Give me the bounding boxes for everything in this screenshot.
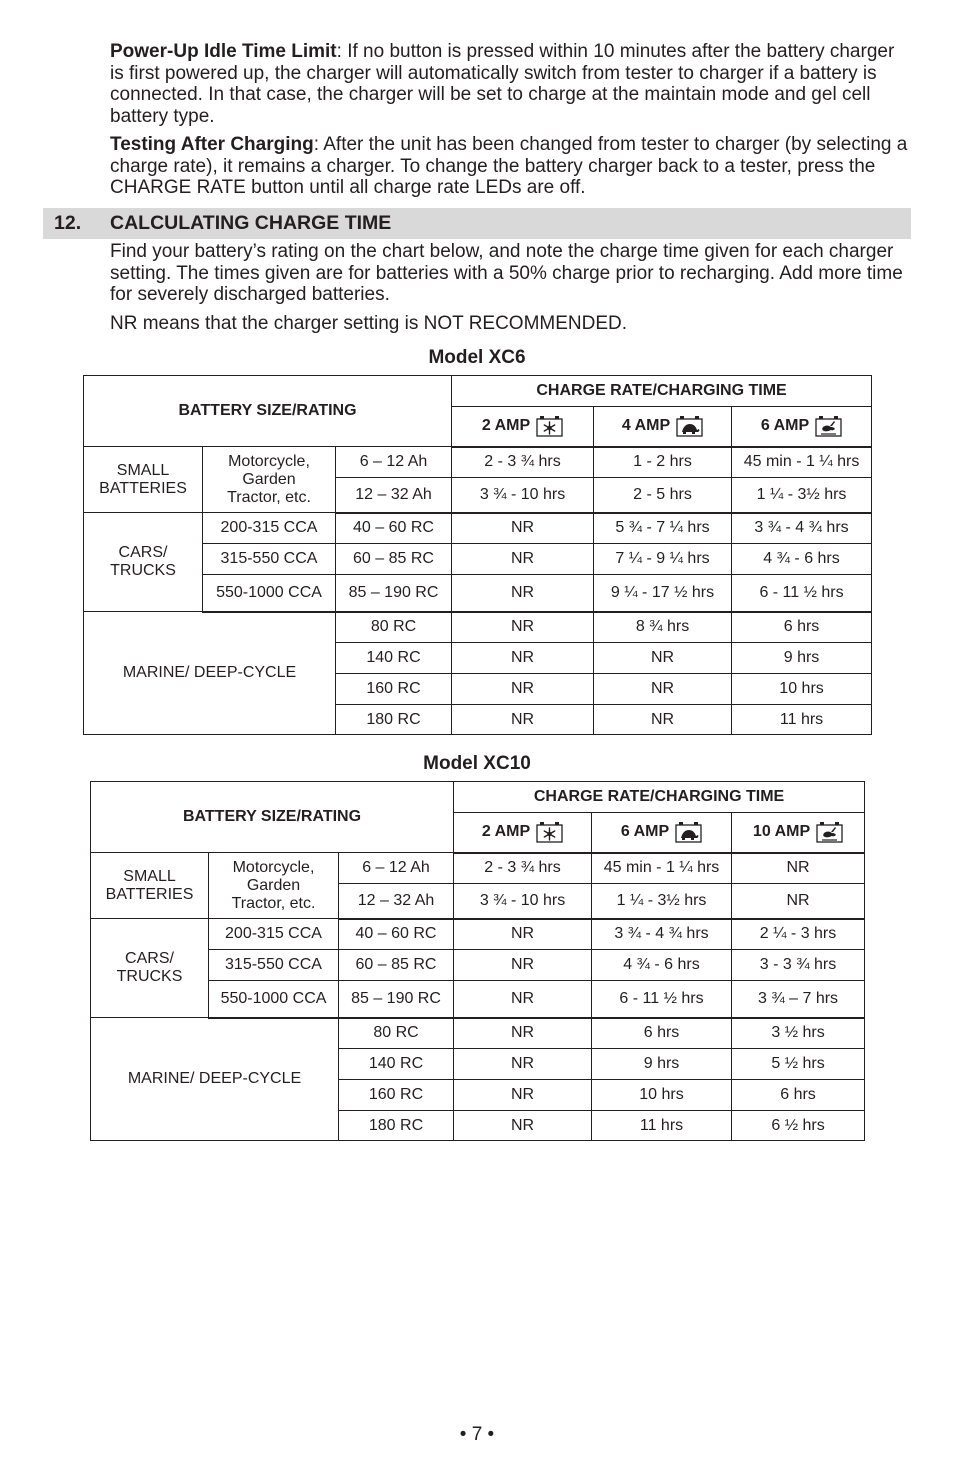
snowflake-icon [536,415,563,437]
time-cell: NR [732,853,865,884]
cars-trucks-label: CARS/ TRUCKS [91,919,209,1018]
time-cell: 3 - 3 ¾ hrs [732,950,865,981]
cca-cell: 315-550 CCA [203,544,336,575]
section-heading-bar [43,208,911,239]
time-cell: 1 - 2 hrs [594,447,732,478]
time-cell: NR [594,643,732,674]
time-cell: NR [452,575,594,612]
cars-trucks-label: CARS/ TRUCKS [84,513,203,612]
section-intro-paragraph: Find your battery’s rating on the chart below, and note the charge time given for each charger setting. The times given are for batteries with a 50% charge prior to recharging. Add more time for severely discharged batteries. [110,241,903,305]
xc6-charge-time-table [83,375,872,735]
rating-cell: 160 RC [339,1080,454,1111]
amp-6-header [592,813,732,853]
small-batteries-label: SMALL BATTERIES [84,447,203,513]
small-batteries-examples: Motorcycle, Garden Tractor, etc. [203,447,336,513]
section-title: CALCULATING CHARGE TIME [110,212,392,234]
page-number: • 7 • [459,1424,495,1445]
marine-deep-cycle-label: MARINE/ DEEP-CYCLE [84,612,336,735]
marine-deep-cycle-label: MARINE/ DEEP-CYCLE [91,1018,339,1141]
rating-cell: 60 – 85 RC [339,950,454,981]
time-cell: NR [452,643,594,674]
table-row [91,1018,865,1049]
amp-6-header [732,407,872,447]
time-cell: 5 ¾ - 7 ¼ hrs [594,513,732,544]
rating-cell: 40 – 60 RC [336,513,452,544]
time-cell: 2 - 3 ¾ hrs [452,447,594,478]
amp-2-label: 2 AMP [481,417,531,435]
amp-6-label: 6 AMP [620,823,670,841]
table-row [84,513,872,544]
rating-cell: 80 RC [336,612,452,643]
rating-cell: 6 – 12 Ah [339,853,454,884]
time-cell: 3 ¾ - 10 hrs [452,478,594,513]
rating-cell: 60 – 85 RC [336,544,452,575]
small-batteries-examples: Motorcycle, Garden Tractor, etc. [209,853,339,919]
testing-after-charging-paragraph [110,134,910,199]
time-cell: 4 ¾ - 6 hrs [592,950,732,981]
time-cell: 9 ¼ - 17 ½ hrs [594,575,732,612]
time-cell: 45 min - 1 ¼ hrs [592,853,732,884]
model-xc6-title: Model XC6 [428,347,526,368]
time-cell: 8 ¾ hrs [594,612,732,643]
testing-after-charging-text: : After the unit has been changed from tester to charger (by selecting a charge rate), it remains a charger. To change the battery charger back to a tester, press the CHARGE RATE button until all charge rate LEDs are off. [110,134,908,198]
rating-cell: 80 RC [339,1018,454,1049]
time-cell: 10 hrs [732,674,872,705]
testing-after-charging-heading: Testing After Charging [110,134,314,155]
time-cell: NR [452,705,594,735]
xc10-charge-time-table [90,781,865,1141]
time-cell: 6 hrs [732,612,872,643]
cca-cell: 315-550 CCA [209,950,339,981]
small-batteries-label: SMALL BATTERIES [91,853,209,919]
amp-2-header [452,407,594,447]
time-cell: NR [454,950,592,981]
amp-4-label: 4 AMP [621,417,671,435]
time-cell: 11 hrs [732,705,872,735]
battery-size-rating-header: BATTERY SIZE/RATING [91,782,454,853]
table-row [84,612,872,643]
amp-6-label: 6 AMP [760,417,810,435]
table-row [84,575,872,612]
time-cell: NR [594,674,732,705]
time-cell: 1 ¼ - 3½ hrs [732,478,872,513]
rating-cell: 180 RC [339,1111,454,1141]
rating-cell: 140 RC [339,1049,454,1080]
time-cell: 5 ½ hrs [732,1049,865,1080]
rating-cell: 40 – 60 RC [339,919,454,950]
time-cell: NR [452,544,594,575]
snowflake-icon [536,821,563,843]
table-row [84,544,872,575]
time-cell: 3 ¾ - 4 ¾ hrs [592,919,732,950]
time-cell: NR [452,612,594,643]
rating-cell: 140 RC [336,643,452,674]
table-row [84,447,872,478]
rating-cell: 160 RC [336,674,452,705]
amp-4-header [594,407,732,447]
turtle-icon [675,821,702,843]
amp-10-header [732,813,865,853]
time-cell: 3 ½ hrs [732,1018,865,1049]
rabbit-icon [815,415,842,437]
time-cell: 1 ¼ - 3½ hrs [592,884,732,919]
time-cell: 6 ½ hrs [732,1111,865,1141]
rating-cell: 12 – 32 Ah [339,884,454,919]
time-cell: 9 hrs [592,1049,732,1080]
time-cell: 3 ¾ - 4 ¾ hrs [732,513,872,544]
time-cell: 7 ¼ - 9 ¼ hrs [594,544,732,575]
time-cell: 11 hrs [592,1111,732,1141]
power-up-idle-text: : If no button is pressed within 10 minutes after the battery charger is first powered up, the charger will automatically switch from tester to charger if a battery is connected. In that case, the charger will be set to charge at the maintain mode and gel cell battery type. [110,41,895,127]
time-cell: 9 hrs [732,643,872,674]
time-cell: NR [452,674,594,705]
cca-cell: 550-1000 CCA [203,575,336,612]
amp-2-label: 2 AMP [481,823,531,841]
rating-cell: 6 – 12 Ah [336,447,452,478]
table-row [91,919,865,950]
rating-cell: 85 – 190 RC [339,981,454,1018]
time-cell: NR [454,1018,592,1049]
time-cell: NR [594,705,732,735]
power-up-idle-paragraph [110,41,910,127]
cca-cell: 200-315 CCA [209,919,339,950]
time-cell: NR [454,1080,592,1111]
time-cell: 2 - 3 ¾ hrs [454,853,592,884]
nr-note-paragraph: NR means that the charger setting is NOT RECOMMENDED. [110,313,628,334]
amp-10-label: 10 AMP [752,823,811,841]
time-cell: 45 min - 1 ¼ hrs [732,447,872,478]
section-number: 12. [54,212,82,234]
turtle-icon [676,415,703,437]
time-cell: 4 ¾ - 6 hrs [732,544,872,575]
battery-size-rating-header: BATTERY SIZE/RATING [84,376,452,447]
time-cell: 2 - 5 hrs [594,478,732,513]
time-cell: 6 hrs [592,1018,732,1049]
time-cell: 6 - 11 ½ hrs [732,575,872,612]
model-xc10-title: Model XC10 [423,753,531,774]
rating-cell: 180 RC [336,705,452,735]
time-cell: NR [454,981,592,1018]
table-row [91,853,865,884]
power-up-idle-heading: Power-Up Idle Time Limit [110,41,337,62]
rabbit-icon [816,821,843,843]
cca-cell: 200-315 CCA [203,513,336,544]
time-cell: NR [454,919,592,950]
time-cell: 3 ¾ – 7 hrs [732,981,865,1018]
charge-rate-time-header: CHARGE RATE/CHARGING TIME [454,782,865,813]
time-cell: 6 hrs [732,1080,865,1111]
time-cell: NR [452,513,594,544]
time-cell: NR [732,884,865,919]
charge-rate-time-header: CHARGE RATE/CHARGING TIME [452,376,872,407]
time-cell: NR [454,1111,592,1141]
time-cell: 3 ¾ - 10 hrs [454,884,592,919]
time-cell: 10 hrs [592,1080,732,1111]
cca-cell: 550-1000 CCA [209,981,339,1018]
rating-cell: 12 – 32 Ah [336,478,452,513]
time-cell: 6 - 11 ½ hrs [592,981,732,1018]
time-cell: NR [454,1049,592,1080]
amp-2-header [454,813,592,853]
rating-cell: 85 – 190 RC [336,575,452,612]
time-cell: 2 ¼ - 3 hrs [732,919,865,950]
